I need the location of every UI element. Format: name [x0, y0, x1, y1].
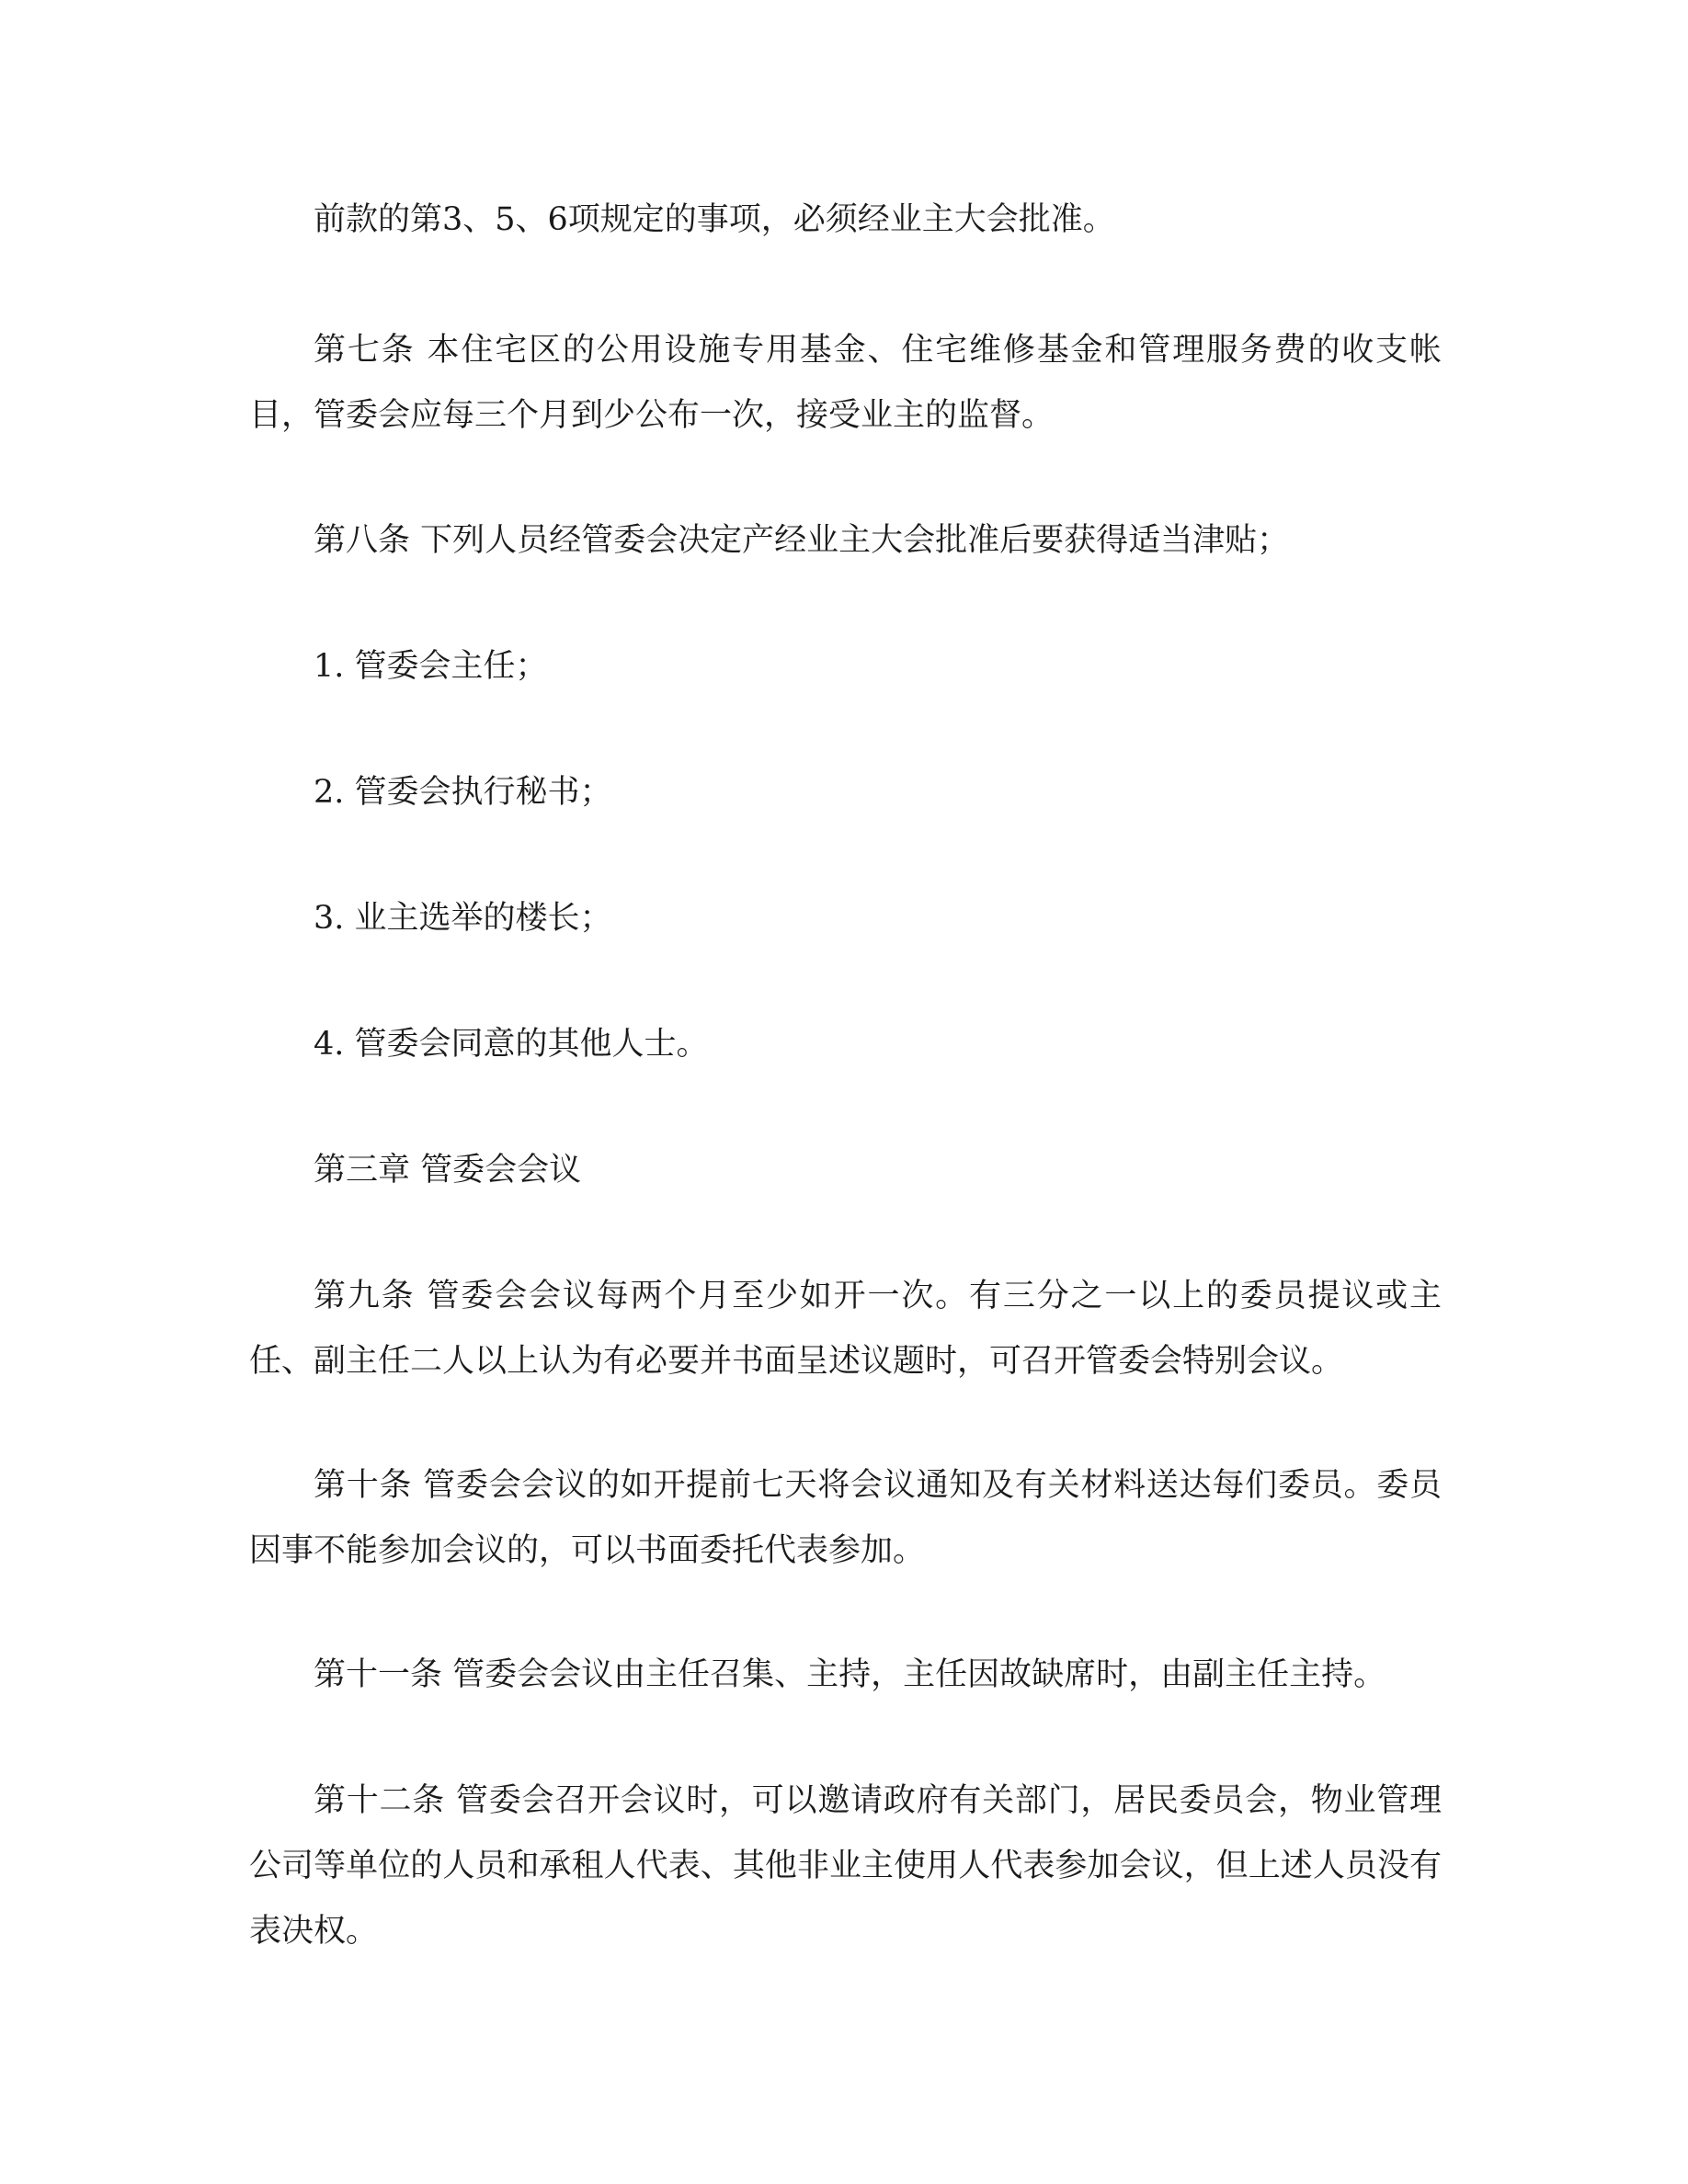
- paragraph-article11: 第十一条 管委会会议由主任召集、主持，主任因故缺席时，由副主任主持。: [314, 1656, 1386, 1693]
- paragraph-article7: 第七条 本住宅区的公用设施专用基金、住宅维修基金和管理服务费的收支帐目，管委会应每三个月到少公布一次，接受业主的监督。: [249, 332, 1442, 434]
- list-item-2: 2. 管委会执行秘书；: [314, 774, 612, 811]
- paragraph-article12: 第十二条 管委会召开会议时，可以邀请政府有关部门，居民委员会，物业管理公司等单位的人员和承租人代表、其他非业主使用人代表参加会议，但上述人员没有表决权。: [249, 1782, 1442, 1950]
- list-item-3: 3. 业主选举的楼长；: [314, 900, 612, 937]
- list-item-1: 1. 管委会主任；: [314, 648, 548, 685]
- chapter-heading: 第三章 管委会会议: [314, 1152, 582, 1189]
- paragraph-article9: 第九条 管委会会议每两个月至少如开一次。有三分之一以上的委员提议或主任、副主任二人以上认为有必要并书面呈述议题时，可召开管委会特别会议。: [249, 1278, 1442, 1380]
- paragraph-article10: 第十条 管委会会议的如开提前七天将会议通知及有关材料送达每们委员。委员因事不能参加会议的，可以书面委托代表参加。: [249, 1467, 1442, 1569]
- list-item-4: 4. 管委会同意的其他人士。: [314, 1026, 709, 1063]
- paragraph-article6-approval-note: 前款的第3、5、6项规定的事项，必须经业主大会批准。: [314, 201, 1115, 238]
- paragraph-article8: 第八条 下列人员经管委会决定产经业主大会批准后要获得适当津贴；: [314, 522, 1290, 559]
